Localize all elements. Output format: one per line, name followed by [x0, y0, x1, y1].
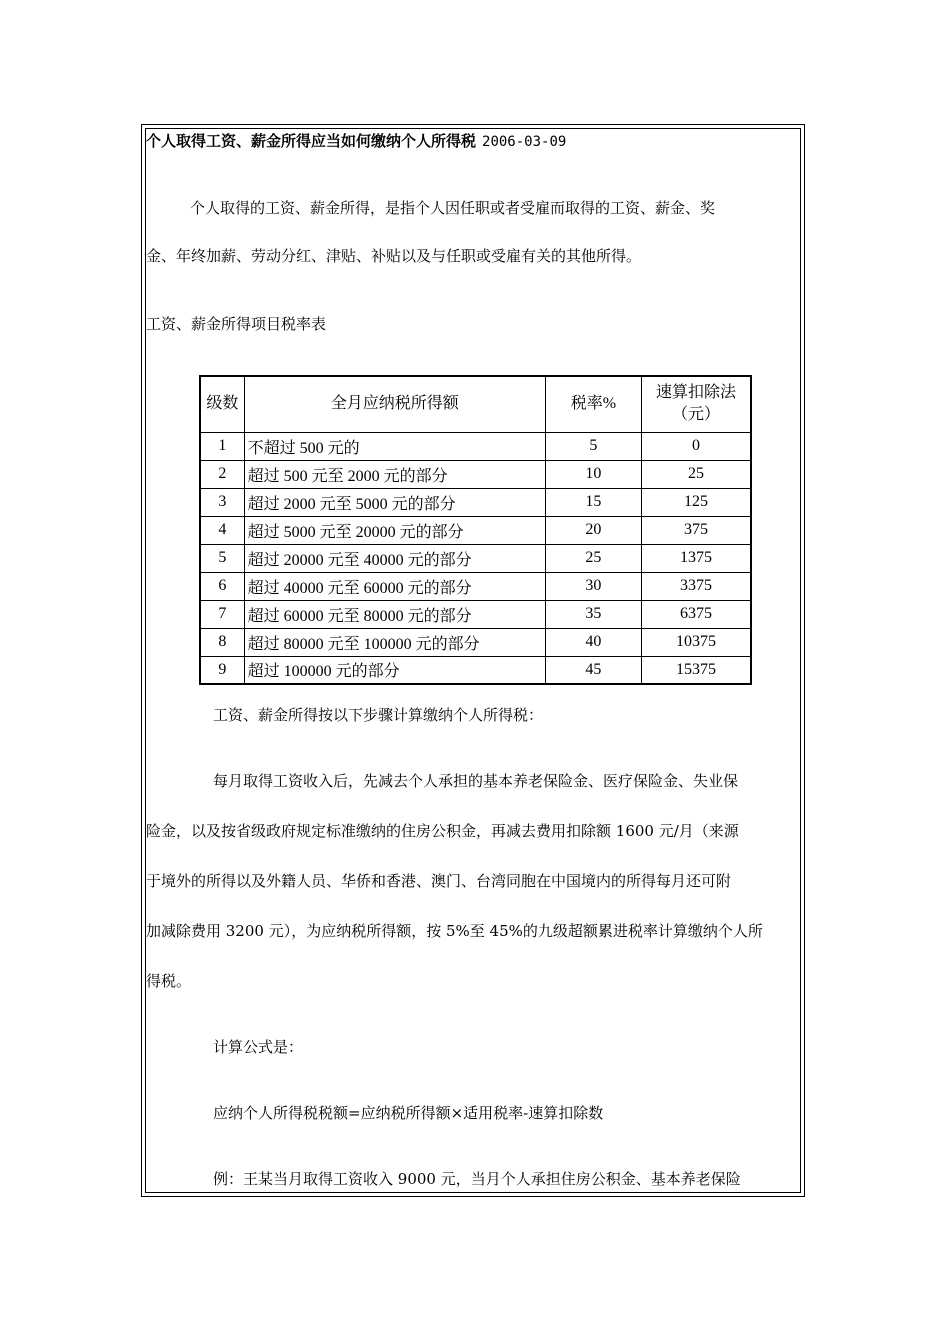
table-row	[200, 600, 751, 628]
header-deduction-line1: 速算扣除法	[656, 384, 737, 402]
cell-rate: 15	[545, 488, 641, 516]
cell-rate: 20	[545, 516, 641, 544]
cell-range: 超过 40000 元至 60000 元的部分	[244, 572, 545, 600]
cell-deduction: 0	[642, 432, 751, 460]
cell-deduction: 3375	[642, 572, 751, 600]
cell-deduction: 125	[642, 488, 751, 516]
tax-rate-table	[199, 375, 752, 685]
header-range: 全月应纳税所得额	[244, 376, 545, 432]
cell-level: 5	[200, 544, 244, 572]
formula: 应纳个人所得税税额=应纳税所得额×适用税率-速算扣除数	[213, 1104, 604, 1122]
cell-range: 超过 100000 元的部分	[244, 656, 545, 684]
table-row	[200, 544, 751, 572]
cell-rate: 30	[545, 572, 641, 600]
example-line: 例：王某当月取得工资收入 9000 元，当月个人承担住房公积金、基本养老保险	[213, 1170, 741, 1188]
table-row	[200, 572, 751, 600]
cell-rate: 35	[545, 600, 641, 628]
header-level: 级数	[200, 376, 244, 432]
cell-range: 超过 20000 元至 40000 元的部分	[244, 544, 545, 572]
article-title: 个人取得工资、薪金所得应当如何缴纳个人所得税	[146, 132, 477, 150]
cell-deduction: 375	[642, 516, 751, 544]
intro-line-2: 金、年终加薪、劳动分红、津贴、补贴以及与任职或受雇有关的其他所得。	[146, 247, 642, 265]
cell-level: 9	[200, 656, 244, 684]
cell-range: 超过 500 元至 2000 元的部分	[244, 460, 545, 488]
cell-level: 1	[200, 432, 244, 460]
cell-deduction: 6375	[642, 600, 751, 628]
cell-deduction: 10375	[642, 628, 751, 656]
cell-rate: 45	[545, 656, 641, 684]
table-row	[200, 628, 751, 656]
cell-range: 超过 5000 元至 20000 元的部分	[244, 516, 545, 544]
para-line-1: 每月取得工资收入后，先减去个人承担的基本养老保险金、医疗保险金、失业保	[213, 772, 739, 790]
header-deduction	[642, 376, 751, 432]
para-line-3: 于境外的所得以及外籍人员、华侨和香港、澳门、台湾同胞在中国境内的所得每月还可附	[146, 872, 732, 890]
cell-rate: 5	[545, 432, 641, 460]
formula-label: 计算公式是：	[213, 1038, 304, 1056]
cell-range: 超过 2000 元至 5000 元的部分	[244, 488, 545, 516]
cell-level: 6	[200, 572, 244, 600]
table-row	[200, 656, 751, 684]
cell-rate: 40	[545, 628, 641, 656]
header-deduction-line2: （元）	[672, 406, 721, 424]
cell-rate: 25	[545, 544, 641, 572]
table-caption: 工资、薪金所得项目税率表	[146, 315, 327, 333]
table-header-row	[200, 376, 751, 432]
table-row	[200, 516, 751, 544]
cell-level: 3	[200, 488, 244, 516]
table-row	[200, 488, 751, 516]
para-line-5: 得税。	[146, 972, 192, 990]
cell-deduction: 15375	[642, 656, 751, 684]
para-line-2: 险金，以及按省级政府规定标准缴纳的住房公积金，再减去费用扣除额 1600 元/月（来源	[146, 822, 739, 840]
cell-level: 7	[200, 600, 244, 628]
intro-line-1: 个人取得的工资、薪金所得，是指个人因任职或者受雇而取得的工资、薪金、奖	[190, 199, 716, 217]
cell-level: 4	[200, 516, 244, 544]
cell-level: 8	[200, 628, 244, 656]
cell-range: 超过 80000 元至 100000 元的部分	[244, 628, 545, 656]
table-row	[200, 460, 751, 488]
cell-deduction: 25	[642, 460, 751, 488]
cell-rate: 10	[545, 460, 641, 488]
steps-intro: 工资、薪金所得按以下步骤计算缴纳个人所得税：	[213, 706, 544, 724]
article-header	[146, 131, 566, 152]
header-rate: 税率%	[545, 376, 641, 432]
article-date: 2006-03-09	[482, 134, 567, 150]
cell-range: 不超过 500 元的	[244, 432, 545, 460]
cell-deduction: 1375	[642, 544, 751, 572]
table-row	[200, 432, 751, 460]
para-line-4: 加减除费用 3200 元），为应纳税所得额，按 5%至 45%的九级超额累进税率计算缴纳个人所	[146, 922, 763, 940]
cell-range: 超过 60000 元至 80000 元的部分	[244, 600, 545, 628]
cell-level: 2	[200, 460, 244, 488]
